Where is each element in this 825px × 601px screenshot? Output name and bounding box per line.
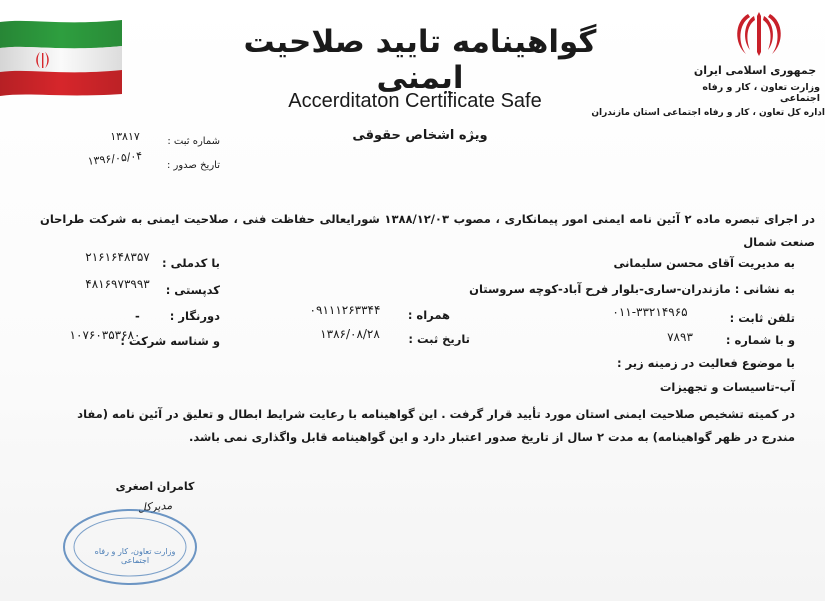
registration-number-label: شماره ثبت : xyxy=(167,136,220,147)
province-office-name: اداره کل تعاون ، کار و رفاه اجتماعی استان مازندران xyxy=(591,108,825,118)
company-number-value: ۷۸۹۳ xyxy=(667,330,693,344)
registration-date-label: تاریخ ثبت : xyxy=(408,332,470,346)
signer-title: مدیرکل xyxy=(137,498,173,515)
manager-name: به مدیریت آقای محسن سلیمانی xyxy=(613,256,795,270)
postal-code-value: ۴۸۱۶۹۷۳۹۹۳ xyxy=(85,277,150,291)
mobile-label: همراه : xyxy=(407,308,450,322)
issue-date-label: تاریخ صدور : xyxy=(166,160,220,171)
certificate-title-english: Accerditaton Certificate Safe xyxy=(288,90,542,112)
stamp-text: وزارت تعاون، کار و رفاه اجتماعی xyxy=(94,547,176,565)
activity-label: با موضوع فعالیت در زمینه زیر : xyxy=(616,356,795,370)
phone-value: ۰۱۱-۳۳۲۱۴۹۶۵ xyxy=(612,305,688,319)
issue-date-value: ۱۳۹۶/۰۵/۰۴ xyxy=(87,149,143,168)
activity-value: آب-تاسیسات و تجهیزات xyxy=(659,380,795,394)
fax-value: - xyxy=(135,309,140,323)
certificate-validity-paragraph: در کمیته تشخیص صلاحیت ایمنی استان مورد تأیید قرار گرفت . این گواهینامه با رعایت شرایط ابطال و تعلیق در آئین نامه (مفاد مندرج در ظهر گواهینامه) به مدت ۲ سال از تاریخ صدور اعتبار دارد و این گواهینامه قابل واگذاری نمی باشد. xyxy=(77,407,795,444)
iran-flag-icon xyxy=(0,18,122,96)
ministry-name: وزارت تعاون ، کار و رفاه اجتماعی xyxy=(702,82,820,104)
certificate-subtitle: ویژه اشخاص حقوقی xyxy=(352,128,488,143)
national-id-value: ۲۱۶۱۶۴۸۳۵۷ xyxy=(85,250,150,264)
mobile-value: ۰۹۱۱۱۲۶۳۳۴۴ xyxy=(309,303,381,317)
signer-name: کامران اصغری xyxy=(115,480,195,493)
certificate-intro-paragraph: در اجرای تبصره ماده ۲ آئین نامه ایمنی امور پیمانکاری ، مصوب ۱۳۸۸/۱۲/۰۳ شورایعالی حفاظت فنی ، صلاحیت ایمنی به شرکت طراحان صنعت شمال xyxy=(40,212,815,249)
certificate-title: گواهینامه تایید صلاحیت ایمنی xyxy=(243,24,597,96)
national-id-label: با کدملی : xyxy=(161,256,220,270)
fax-label: دورنگار : xyxy=(169,309,220,323)
postal-code-label: کدپستی : xyxy=(165,283,220,297)
company-number-label: و با شماره : xyxy=(725,333,795,347)
republic-name: جمهوری اسلامی ایران xyxy=(693,64,817,77)
iran-emblem-icon xyxy=(728,8,790,60)
company-address: به نشانی : مازندران-ساری-بلوار فرح آباد-کوچه سروستان xyxy=(469,282,795,296)
registration-date-value: ۱۳۸۶/۰۸/۲۸ xyxy=(320,327,380,341)
phone-label: تلفن ثابت : xyxy=(729,311,795,325)
registration-number-value: ۱۳۸۱۷ xyxy=(110,130,140,143)
company-id-label: و شناسه شرکت : xyxy=(120,334,220,348)
company-id-value: ۱۰۷۶۰۳۵۳۶۸۰ xyxy=(69,328,141,342)
